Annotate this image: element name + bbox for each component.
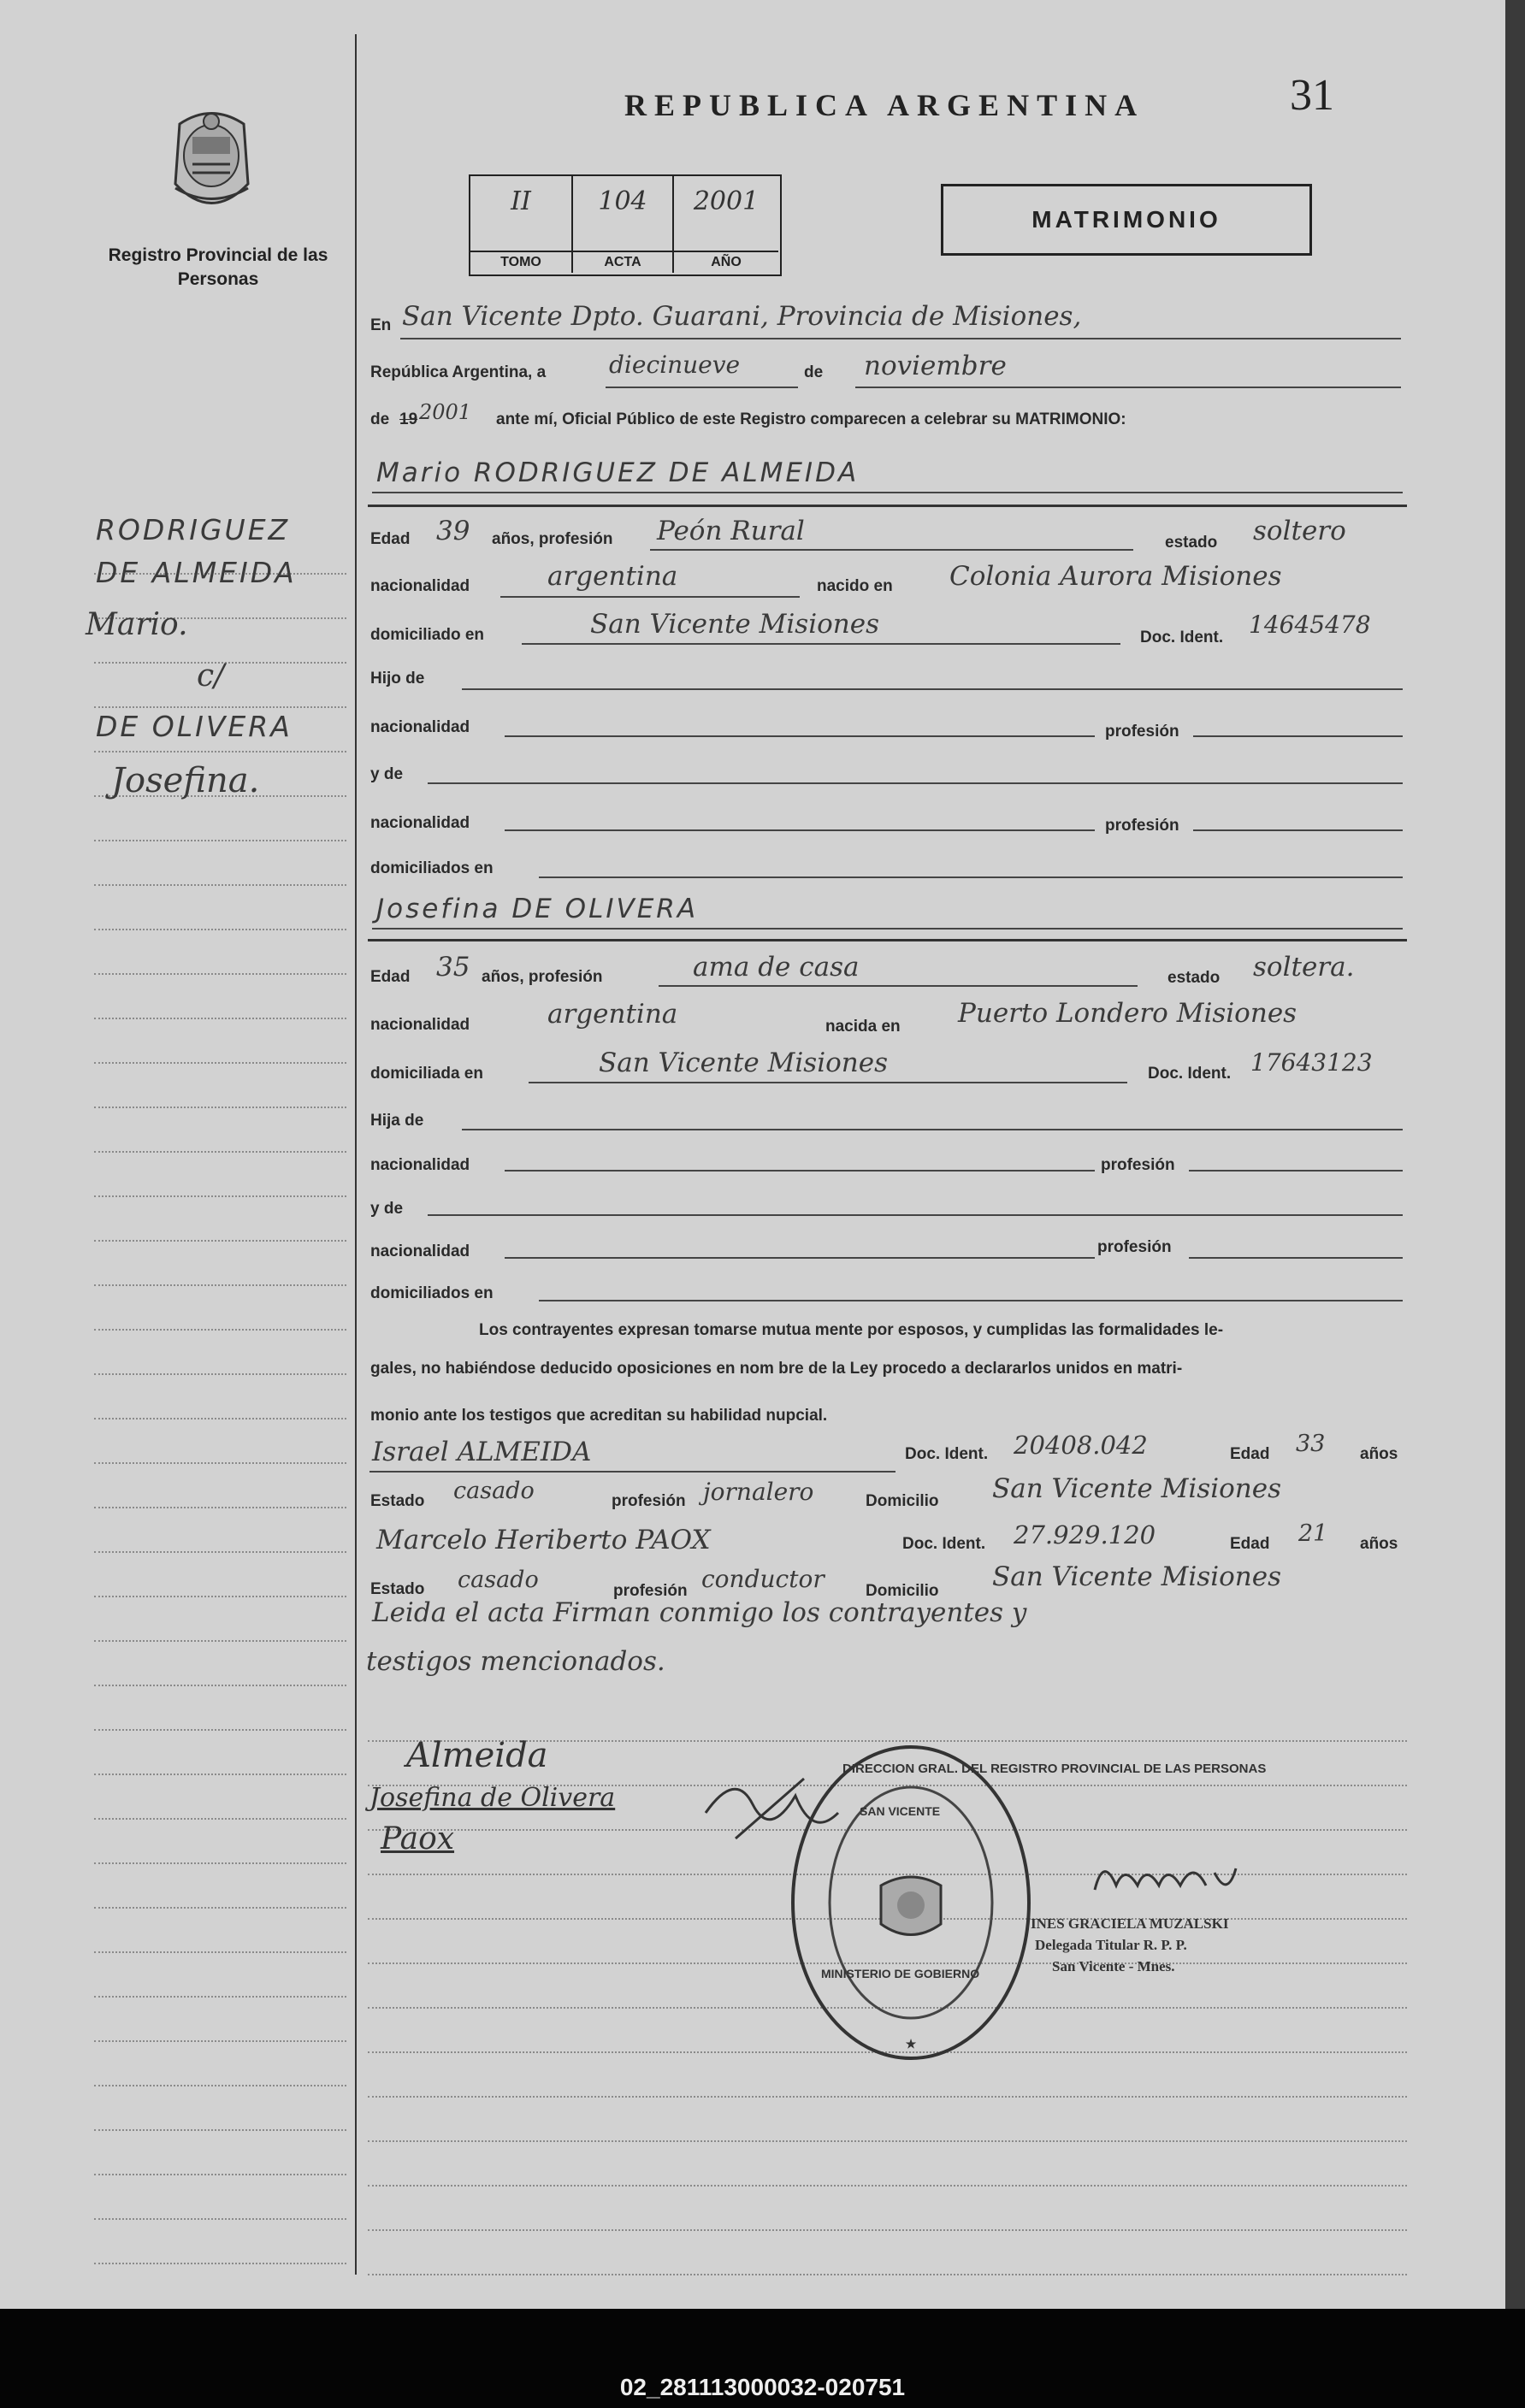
groom-domiciliados-label: domiciliados en bbox=[370, 859, 494, 877]
bride-estado: soltera. bbox=[1253, 952, 1355, 983]
signature-3: Paox bbox=[381, 1821, 455, 1856]
acta-value: 104 bbox=[598, 186, 647, 216]
bride-nac2-line bbox=[505, 1257, 1095, 1259]
groom-nacido-label: nacido en bbox=[817, 577, 893, 595]
image-id-label: 02_281113000032-020751 bbox=[619, 2374, 906, 2400]
year-prefix-struck: 19 bbox=[399, 410, 418, 428]
margin-rule-line bbox=[94, 1107, 346, 1108]
margin-rule-line bbox=[94, 1329, 346, 1331]
margin-note-line5: DE OLIVERA bbox=[96, 710, 293, 743]
month-line bbox=[855, 387, 1401, 388]
witness2-profession: conductor bbox=[701, 1565, 825, 1593]
groom-prof2-label: profesión bbox=[1105, 817, 1179, 835]
groom-name-line bbox=[372, 492, 1403, 493]
margin-note-line4: c/ bbox=[197, 658, 225, 693]
ano-value: 2001 bbox=[693, 186, 760, 216]
margin-rule-line bbox=[94, 1507, 346, 1508]
margin-rule-line bbox=[94, 929, 346, 930]
groom-domicilio: San Vicente Misiones bbox=[590, 609, 879, 640]
margin-rule-line bbox=[94, 1862, 346, 1864]
place-line bbox=[400, 338, 1401, 339]
ano-label: AÑO bbox=[674, 251, 778, 273]
act-type-box: MATRIMONIO bbox=[941, 184, 1312, 256]
footer-strip bbox=[0, 2309, 1525, 2408]
witness2-doc-label: Doc. Ident. bbox=[902, 1535, 986, 1553]
groom-dom-line bbox=[522, 643, 1120, 645]
bride-dom-line bbox=[529, 1082, 1127, 1083]
intro-month: noviembre bbox=[864, 351, 1007, 381]
bride-profession: ama de casa bbox=[693, 952, 860, 983]
margin-rule-line bbox=[94, 1462, 346, 1464]
intro-day: diecinueve bbox=[609, 351, 741, 379]
margin-note-line2: DE ALMEIDA bbox=[96, 556, 297, 589]
witness2-domicilio: San Vicente Misiones bbox=[992, 1561, 1281, 1592]
form-rule-line bbox=[368, 2185, 1407, 2187]
signature-2: Josefina de Olivera bbox=[369, 1783, 616, 1813]
bride-hija-line bbox=[462, 1129, 1403, 1130]
tomo-value: II bbox=[511, 186, 531, 216]
book-edge bbox=[1505, 0, 1525, 2309]
groom-anos-label: años, profesión bbox=[492, 530, 613, 548]
witness2-estado: casado bbox=[458, 1567, 539, 1593]
margin-rule-line bbox=[94, 1062, 346, 1064]
witness1-doc-label: Doc. Ident. bbox=[905, 1445, 989, 1463]
groom-domiciliados-line bbox=[539, 876, 1403, 878]
groom-profession: Peón Rural bbox=[657, 516, 805, 546]
country-title: REPUBLICA ARGENTINA bbox=[624, 88, 1145, 122]
groom-birthplace: Colonia Aurora Misiones bbox=[949, 561, 1282, 592]
page-number: 31 bbox=[1290, 71, 1334, 120]
groom-nac2-label: nacionalidad bbox=[370, 814, 470, 832]
bride-edad-label: Edad bbox=[370, 968, 411, 986]
groom-nacionalidad: argentina bbox=[547, 561, 678, 592]
margin-rule-line bbox=[94, 2129, 346, 2131]
groom-profession-line bbox=[650, 549, 1133, 551]
witness1-edad-label: Edad bbox=[1230, 1445, 1270, 1463]
groom-prof2-line bbox=[1193, 829, 1403, 831]
witness1-age: 33 bbox=[1296, 1431, 1326, 1457]
bride-estado-label: estado bbox=[1167, 969, 1221, 987]
margin-rule-line bbox=[94, 1418, 346, 1419]
day-line bbox=[606, 387, 798, 388]
groom-prof1-line bbox=[1193, 735, 1403, 737]
republica-label: República Argentina, a bbox=[370, 363, 547, 381]
margin-rule-line bbox=[94, 1729, 346, 1731]
groom-name: Mario RODRIGUEZ DE ALMEIDA bbox=[376, 457, 860, 488]
bride-hija-label: Hija de bbox=[370, 1112, 424, 1130]
groom-doc-label: Doc. Ident. bbox=[1140, 629, 1224, 646]
margin-rule-line bbox=[94, 751, 346, 752]
official-title: Delegada Titular R. P. P. bbox=[1035, 1937, 1187, 1953]
witness1-name: Israel ALMEIDA bbox=[372, 1437, 592, 1467]
groom-separator bbox=[368, 505, 1407, 507]
margin-rule-line bbox=[94, 2085, 346, 2086]
margin-rule-line bbox=[94, 1685, 346, 1686]
witness1-anos-label: años bbox=[1360, 1445, 1398, 1463]
bride-nac2-label: nacionalidad bbox=[370, 1242, 470, 1260]
witness2-anos-label: años bbox=[1360, 1535, 1398, 1553]
bride-domiciliados-line bbox=[539, 1300, 1403, 1301]
bride-prof2-label: profesión bbox=[1097, 1238, 1172, 1256]
registry-name: Registro Provincial de las Personas bbox=[108, 245, 328, 289]
form-rule-line bbox=[368, 2096, 1407, 2098]
groom-edad-label: Edad bbox=[370, 530, 411, 548]
witness1-doc: 20408.042 bbox=[1014, 1431, 1148, 1460]
groom-domiciliado-label: domiciliado en bbox=[370, 626, 485, 644]
provincial-seal-icon bbox=[163, 103, 261, 218]
groom-estado: soltero bbox=[1253, 516, 1346, 546]
margin-rule-line bbox=[94, 1596, 346, 1597]
declaration-line3: monio ante los testigos que acreditan su habilidad nupcial. bbox=[370, 1407, 828, 1425]
bride-profession-line bbox=[659, 985, 1138, 987]
bride-nac1-line bbox=[505, 1170, 1095, 1172]
margin-rule bbox=[355, 34, 357, 2275]
bride-anos-label: años, profesión bbox=[482, 968, 603, 986]
bride-doc-label: Doc. Ident. bbox=[1148, 1065, 1232, 1083]
margin-note-line3: Mario. bbox=[86, 607, 188, 642]
official-name: INES GRACIELA MUZALSKI bbox=[1031, 1915, 1229, 1932]
groom-nac1-line bbox=[505, 735, 1095, 737]
bride-name: Josefina DE OLIVERA bbox=[376, 894, 699, 924]
margin-rule-line bbox=[94, 1907, 346, 1909]
tomo-label: TOMO bbox=[470, 251, 571, 273]
bride-prof1-label: profesión bbox=[1101, 1156, 1175, 1174]
groom-nac-line bbox=[500, 596, 800, 598]
witness2-domicilio-label: Domicilio bbox=[866, 1582, 939, 1600]
declaration-line2: gales, no habiéndose deducido oposiciones en nom bre de la Ley procedo a declararlos unidos en matri- bbox=[370, 1360, 1183, 1378]
margin-rule-line bbox=[94, 2263, 346, 2264]
margin-rule-line bbox=[94, 840, 346, 841]
witness1-estado: casado bbox=[453, 1478, 535, 1504]
margin-rule-line bbox=[94, 1373, 346, 1375]
bride-doc: 17643123 bbox=[1250, 1048, 1373, 1077]
margin-rule-line bbox=[94, 1996, 346, 1998]
margin-rule-line bbox=[94, 1951, 346, 1953]
witness2-age: 21 bbox=[1298, 1520, 1328, 1547]
record-box bbox=[469, 174, 782, 276]
bride-domiciliada-label: domiciliada en bbox=[370, 1065, 483, 1083]
intro-place: San Vicente Dpto. Guarani, Provincia de Misiones, bbox=[402, 301, 1082, 332]
stamp-inner-bottom: MINISTERIO DE GOBIERNO bbox=[821, 1967, 980, 1980]
form-rule-line bbox=[368, 2140, 1407, 2142]
official-place: San Vicente - Mnes. bbox=[1052, 1958, 1175, 1974]
margin-rule-line bbox=[94, 1018, 346, 1019]
intro-year: 2001 bbox=[419, 400, 472, 424]
bride-yde-line bbox=[428, 1214, 1403, 1216]
margin-rule-line bbox=[94, 1195, 346, 1197]
groom-yde-line bbox=[428, 782, 1403, 784]
witness2-edad-label: Edad bbox=[1230, 1535, 1270, 1553]
groom-hijo-line bbox=[462, 688, 1403, 690]
groom-nac2-line bbox=[505, 829, 1095, 831]
bride-domicilio: San Vicente Misiones bbox=[599, 1048, 888, 1078]
bride-name-line bbox=[372, 928, 1403, 930]
groom-yde-label: y de bbox=[370, 765, 404, 783]
official-signature-icon bbox=[1086, 1847, 1292, 1915]
bride-domiciliados-label: domiciliados en bbox=[370, 1284, 494, 1302]
margin-rule-line bbox=[94, 1551, 346, 1553]
groom-nacionalidad-label: nacionalidad bbox=[370, 577, 470, 595]
witness1-profesion-label: profesión bbox=[612, 1492, 686, 1510]
margin-rule-line bbox=[94, 706, 346, 708]
witness1-name-line bbox=[369, 1471, 895, 1473]
bride-prof2-line bbox=[1189, 1257, 1403, 1259]
margin-rule-line bbox=[94, 1640, 346, 1642]
margin-rule-line bbox=[94, 2218, 346, 2220]
closing-line2: testigos mencionados. bbox=[366, 1646, 665, 1677]
bride-nacionalidad: argentina bbox=[547, 999, 678, 1030]
witness1-estado-label: Estado bbox=[370, 1492, 425, 1510]
witness2-profesion-label: profesión bbox=[613, 1582, 688, 1600]
margin-rule-line bbox=[94, 884, 346, 886]
groom-estado-label: estado bbox=[1165, 534, 1218, 552]
groom-hijo-label: Hijo de bbox=[370, 670, 425, 688]
bride-birthplace: Puerto Londero Misiones bbox=[958, 998, 1297, 1029]
witness1-domicilio-label: Domicilio bbox=[866, 1492, 939, 1510]
margin-rule-line bbox=[94, 1774, 346, 1775]
form-rule-line bbox=[368, 2229, 1407, 2231]
witness1-domicilio: San Vicente Misiones bbox=[992, 1473, 1281, 1504]
witness2-doc: 27.929.120 bbox=[1014, 1520, 1156, 1549]
form-rule-line bbox=[368, 2274, 1407, 2275]
margin-rule-line bbox=[94, 1151, 346, 1153]
intro-de-label: de bbox=[804, 363, 824, 381]
bride-nacida-label: nacida en bbox=[825, 1018, 901, 1036]
groom-nac1-label: nacionalidad bbox=[370, 718, 470, 736]
intro-statement: ante mí, Oficial Público de este Registro comparecen a celebrar su MATRIMONIO: bbox=[496, 410, 1126, 428]
groom-doc: 14645478 bbox=[1249, 611, 1371, 639]
margin-rule-line bbox=[94, 1240, 346, 1242]
year-label: de bbox=[370, 410, 390, 428]
witness2-name: Marcelo Heriberto PAOX bbox=[376, 1525, 711, 1555]
signature-1: Almeida bbox=[406, 1736, 548, 1775]
margin-note-line6: Josefina. bbox=[111, 761, 260, 800]
margin-rule-line bbox=[94, 1284, 346, 1286]
margin-rule-line bbox=[94, 2174, 346, 2175]
stamp-outer-text: DIRECCION GRAL. DEL REGISTRO PROVINCIAL DE LAS PERSONAS bbox=[842, 1762, 1267, 1776]
declaration-line1: Los contrayentes expresan tomarse mutua mente por esposos, y cumplidas las formalidades le- bbox=[479, 1321, 1224, 1339]
margin-rule-line bbox=[94, 1818, 346, 1820]
bride-nac1-label: nacionalidad bbox=[370, 1156, 470, 1174]
margin-note-line1: RODRIGUEZ bbox=[96, 513, 291, 546]
bride-age: 35 bbox=[436, 952, 470, 983]
groom-prof1-label: profesión bbox=[1105, 723, 1179, 741]
witness1-profession: jornalero bbox=[703, 1478, 814, 1506]
en-label: En bbox=[370, 316, 392, 334]
bride-separator bbox=[368, 939, 1407, 941]
margin-rule-line bbox=[94, 2040, 346, 2042]
official-stamp-icon bbox=[787, 1740, 1035, 2065]
stamp-inner-top: SAN VICENTE bbox=[860, 1804, 941, 1818]
bride-yde-label: y de bbox=[370, 1200, 404, 1218]
bride-prof1-line bbox=[1189, 1170, 1403, 1172]
bride-nacionalidad-label: nacionalidad bbox=[370, 1016, 470, 1034]
closing-line1: Leida el acta Firman conmigo los contrayentes y bbox=[372, 1597, 1027, 1628]
svg-text:★: ★ bbox=[905, 2037, 917, 2051]
acta-label: ACTA bbox=[573, 251, 672, 273]
groom-age: 39 bbox=[436, 516, 470, 546]
witness2-estado-label: Estado bbox=[370, 1580, 425, 1598]
margin-rule-line bbox=[94, 973, 346, 975]
